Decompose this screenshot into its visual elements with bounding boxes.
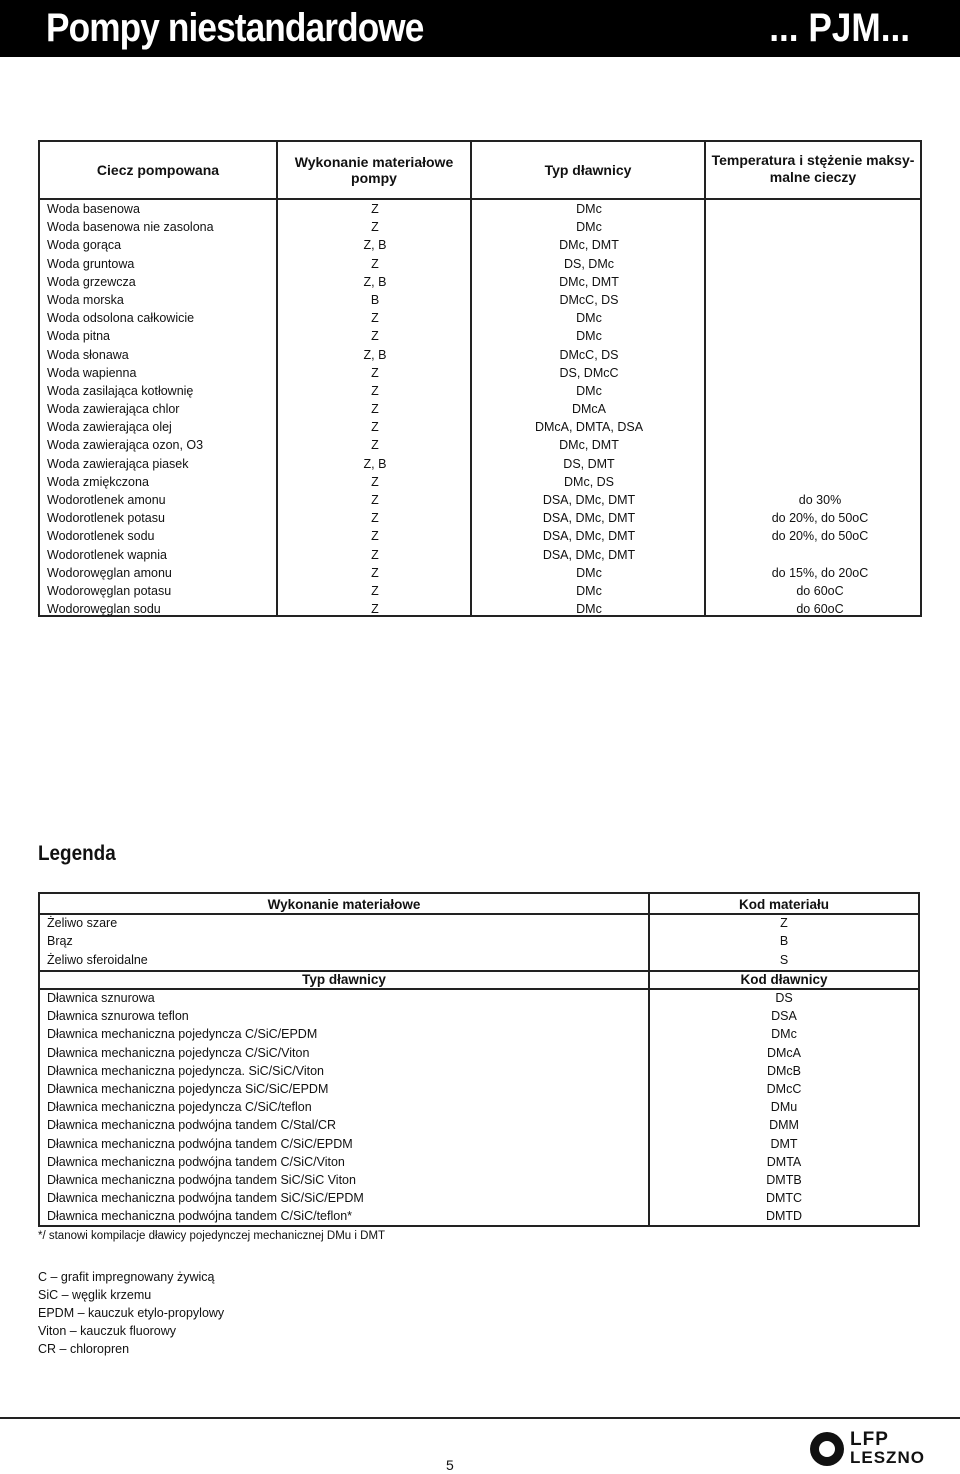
abbreviation-item: SiC – węglik krzemu (38, 1288, 152, 1302)
table-cell: Wodorotlenek wapnia (47, 547, 167, 562)
table-cell: DMc (576, 383, 602, 398)
divider (0, 1417, 960, 1419)
footnote: */ stanowi kompilacje dławicy pojedynczej mechanicznej DMu i DMT (38, 1230, 386, 1242)
legend-row (40, 1189, 918, 1207)
legend-row (40, 1007, 918, 1025)
table-cell: DMcA (571, 402, 607, 417)
legend-cell: DMcB (766, 1063, 802, 1078)
table-cell: Wodorowęglan amonu (47, 565, 172, 580)
table-cell: DSA, DMc, DMT (542, 493, 636, 507)
table-cell: Z (371, 383, 379, 398)
table-cell: do 20%, do 50oC (771, 511, 869, 526)
legend-cell: Dławnica mechaniczna pojedyncza C/SiC/Viton (47, 1045, 310, 1060)
abbreviation-item: CR – chloropren (38, 1342, 130, 1356)
legend-row (40, 1153, 918, 1171)
table-cell: DMc (576, 583, 602, 598)
table-cell: DMc (576, 311, 602, 326)
legend-cell: Dławnica mechaniczna podwójna tandem SiC/SiC Viton (47, 1173, 356, 1187)
legend-cell: Wykonanie materiałowe (267, 897, 421, 912)
table-cell: Wodorotlenek potasu (47, 511, 165, 526)
legend-cell: Dławnica mechaniczna podwójna tandem C/SiC/teflon* (47, 1209, 353, 1224)
legend-title: Legenda (38, 842, 116, 865)
legend-row (40, 932, 918, 950)
table-cell: DMc (576, 329, 602, 344)
legend-cell: B (779, 934, 789, 949)
column-header-temperature: Temperatura i stężenie maksy-malne cieczy (711, 152, 915, 185)
table-cell: do 60oC (796, 602, 844, 617)
table-row (40, 600, 920, 618)
legend-cell: DS (775, 991, 793, 1005)
table-cell: do 30% (798, 493, 842, 507)
legend-header-row (40, 971, 918, 989)
table-cell: Z (371, 529, 379, 544)
table-row (40, 255, 920, 273)
table-cell: DSA, DMc, DMT (542, 547, 636, 562)
table-cell: DMc, DS (564, 474, 614, 489)
table-cell: DSA, DMc, DMT (542, 529, 636, 544)
table-cell: Woda zawierająca chlor (47, 402, 180, 417)
column-header-seal-type: Typ dławnicy (472, 142, 706, 198)
table-row (40, 309, 920, 327)
table-row (40, 582, 920, 600)
legend-cell: Typ dławnicy (302, 971, 386, 987)
table-row (40, 291, 920, 309)
table-cell: Woda zawierająca olej (47, 420, 172, 435)
logo-text: LESZNO (850, 1448, 925, 1467)
legend-cell: Żeliwo sferoidalne (47, 952, 148, 967)
table-cell: DMc (576, 202, 602, 216)
logo-mark-icon (810, 1432, 844, 1466)
table-cell: Z (371, 329, 379, 344)
table-row (40, 491, 920, 509)
table-cell: Z (371, 511, 379, 526)
legend-cell: Kod materiału (738, 897, 830, 912)
table-cell: Woda zasilająca kotłownię (47, 383, 194, 398)
table-cell: DS, DMT (563, 456, 615, 471)
table-cell: Z, B (363, 238, 387, 253)
table-cell: Woda grzewcza (47, 274, 136, 289)
table-row (40, 527, 920, 545)
legend-row (40, 1098, 918, 1116)
table-cell: DS, DMc (564, 256, 614, 271)
table-cell: Z (371, 474, 379, 489)
legend-cell: Dławnica mechaniczna pojedyncza. SiC/SiC/Viton (47, 1063, 324, 1078)
table-cell: B (370, 292, 380, 307)
table-row (40, 364, 920, 382)
legend-cell: Dławnica mechaniczna podwójna tandem C/SiC/Viton (47, 1154, 345, 1169)
pumped-liquid-table (38, 140, 922, 617)
table-cell: do 15%, do 20oC (771, 565, 869, 580)
page-title: Pompy niestandardowe (46, 6, 424, 50)
legend-table (38, 892, 920, 1227)
table-row (40, 436, 920, 454)
legend-row (40, 1080, 918, 1098)
legend-cell: Z (780, 916, 788, 931)
legend-cell: Dławnica mechaniczna podwójna tandem SiC/SiC/EPDM (47, 1191, 364, 1206)
table-cell: Woda gruntowa (47, 256, 135, 271)
table-cell: Z (371, 493, 379, 507)
legend-cell: DMTB (766, 1173, 802, 1187)
table-cell: Wodorowęglan sodu (47, 602, 161, 617)
legend-cell: DMTC (765, 1191, 803, 1206)
table-body (40, 200, 920, 618)
table-cell: Z, B (363, 274, 387, 289)
table-cell: do 60oC (796, 583, 844, 598)
legend-row (40, 989, 918, 1007)
legend-cell: Dławnica mechaniczna pojedyncza C/SiC/teflon (47, 1100, 312, 1115)
table-row (40, 455, 920, 473)
legend-cell: Żeliwo szare (47, 916, 118, 931)
legend-row (40, 1135, 918, 1153)
table-cell: Z (371, 365, 379, 380)
table-row (40, 418, 920, 436)
legend-row (40, 1044, 918, 1062)
legend-cell: Dławnica sznurowa (47, 991, 155, 1005)
table-cell: Wodorotlenek sodu (47, 529, 155, 544)
table-row (40, 509, 920, 527)
legend-cell: Dławnica mechaniczna podwójna tandem C/Stal/CR (47, 1118, 337, 1133)
table-cell: Z (371, 565, 379, 580)
logo-text: LFP (850, 1429, 889, 1450)
abbreviation-item: EPDM – kauczuk etylo-propylowy (38, 1306, 225, 1320)
legend-cell: DSA (771, 1009, 797, 1024)
table-cell: Z, B (363, 456, 387, 471)
legend-row (40, 1025, 918, 1043)
legend-cell: DMM (769, 1118, 799, 1133)
legend-cell: DMTA (766, 1154, 802, 1169)
legend-cell: Dławnica mechaniczna pojedyncza C/SiC/EPDM (47, 1027, 318, 1042)
table-cell: Wodorowęglan potasu (47, 583, 172, 598)
table-cell: DMc, DMT (559, 238, 619, 253)
table-cell: Woda pitna (47, 329, 111, 344)
table-cell: Woda zawierająca ozon, O3 (47, 438, 204, 453)
legend-row (40, 1207, 918, 1225)
table-row (40, 218, 920, 236)
table-cell: Z (371, 202, 379, 216)
table-cell: Z (371, 602, 379, 617)
abbreviations-list (38, 1268, 224, 1358)
legend-header-row (40, 896, 918, 914)
table-cell: Woda wapienna (47, 365, 137, 380)
table-cell: DMc (576, 602, 602, 617)
column-header-material: Wykonanie materiałowe pompy (278, 142, 472, 198)
table-cell: Z (371, 402, 379, 417)
legend-cell: Dławnica sznurowa teflon (47, 1009, 189, 1024)
table-row (40, 400, 920, 418)
table-cell: Z (371, 420, 379, 435)
table-row (40, 473, 920, 491)
legend-cell: DMcA (766, 1045, 802, 1060)
table-cell: Woda gorąca (47, 238, 122, 253)
legend-cell: Dławnica mechaniczna podwójna tandem C/SiC/EPDM (47, 1136, 353, 1151)
table-cell: DMcC, DS (559, 347, 619, 362)
table-cell: do 20%, do 50oC (771, 529, 869, 544)
legend-cell: S (779, 952, 789, 967)
page-number: 5 (446, 1457, 454, 1473)
abbreviation-item: Viton – kauczuk fluorowy (38, 1324, 177, 1338)
legend-cell: Kod dławnicy (740, 971, 828, 987)
header-bar (0, 0, 960, 57)
table-row (40, 327, 920, 345)
table-cell: Woda morska (47, 292, 124, 307)
legend-cell: DMc (771, 1027, 797, 1042)
table-cell: DMc (576, 220, 602, 235)
legend-row (40, 1171, 918, 1189)
table-cell: Z (371, 583, 379, 598)
company-logo (810, 1430, 940, 1468)
table-cell: DMcC, DS (559, 292, 619, 307)
table-cell: Wodorotlenek amonu (47, 493, 166, 507)
legend-cell: Brąz (47, 934, 73, 949)
legend-row (40, 1116, 918, 1134)
legend-cell: Dławnica mechaniczna pojedyncza SiC/SiC/EPDM (47, 1082, 329, 1096)
table-row (40, 382, 920, 400)
table-cell: DSA, DMc, DMT (542, 511, 636, 526)
legend-cell: DMu (770, 1100, 798, 1115)
table-row (40, 236, 920, 254)
table-row (40, 273, 920, 291)
table-cell: Z (371, 311, 379, 326)
table-cell: Woda basenowa nie zasolona (47, 220, 214, 235)
abbreviation-item: C – grafit impregnowany żywicą (38, 1270, 215, 1284)
table-cell: Woda słonawa (47, 347, 129, 362)
table-row (40, 546, 920, 564)
table-cell: Z (371, 220, 379, 235)
table-cell: Z, B (363, 347, 387, 362)
table-cell: Woda basenowa (47, 202, 140, 216)
table-row (40, 200, 920, 218)
table-cell: Z (371, 256, 379, 271)
table-cell: DMc, DMT (559, 274, 619, 289)
legend-cell: DMTD (765, 1209, 803, 1224)
table-cell: DS, DMcC (559, 365, 619, 380)
table-cell: Woda zawierająca piasek (47, 456, 189, 471)
legend-cell: DMT (770, 1136, 798, 1151)
legend-row (40, 951, 918, 969)
table-cell: Z (371, 438, 379, 453)
table-row (40, 346, 920, 364)
table-cell: Z (371, 547, 379, 562)
table-cell: Woda odsolona całkowicie (47, 311, 195, 326)
table-cell: DMc, DMT (559, 438, 619, 453)
table-cell: DMc (576, 565, 602, 580)
table-header (40, 142, 920, 200)
table-cell: DMcA, DMTA, DSA (534, 420, 644, 435)
legend-row (40, 1062, 918, 1080)
legend-cell: DMcC (766, 1082, 802, 1096)
column-header-liquid: Ciecz pompowana (40, 142, 278, 198)
brand-name: ... PJM... (769, 6, 910, 50)
table-row (40, 564, 920, 582)
table-cell: Woda zmiękczona (47, 474, 149, 489)
legend-row (40, 914, 918, 932)
